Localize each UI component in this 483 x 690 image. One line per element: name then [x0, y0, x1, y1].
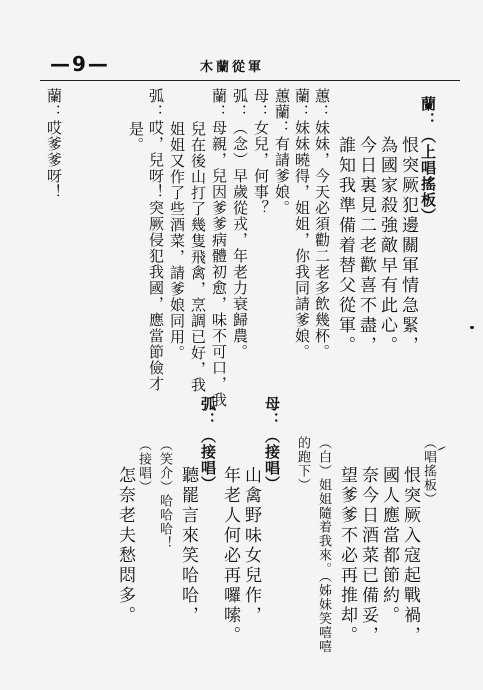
- text-column: 聽罷言來笑哈哈，: [178, 466, 198, 626]
- text-column: （接唱）: [136, 438, 151, 494]
- text-column: 弧：（接唱）: [199, 396, 217, 492]
- text-column: 恨突厥犯邊關軍情急緊，: [398, 136, 418, 356]
- text-column: （唱搖板）: [421, 436, 436, 506]
- vertical-text-body: [40, 86, 460, 676]
- text-column: 蘭：妹妹曉得，姐姐，你我同請爹娘。: [293, 88, 311, 360]
- page-header: [40, 52, 460, 78]
- text-column: 恨突厥入寇起戰禍，: [400, 466, 420, 646]
- text-column: 山禽野味女兒作，: [241, 466, 261, 626]
- text-column: 怎奈老夫愁悶多。: [115, 466, 135, 626]
- text-column: 望爹爹不必再推却。: [337, 466, 357, 646]
- text-column: 蕙蘭：有請爹娘。: [273, 88, 291, 216]
- text-column: 姐姐又作了些酒菜，請爹娘同用。: [168, 121, 186, 361]
- text-column: 蕙：妹妹，今天必須勸二老多飲幾杯。: [313, 88, 331, 360]
- text-column: （笑介）哈哈哈！: [157, 438, 172, 550]
- text-column: 蘭：（上唱搖板）: [419, 96, 437, 224]
- text-column: 母：女兒，何事？: [252, 88, 270, 216]
- text-column: 的跑下）: [295, 436, 310, 492]
- page-number: —9—: [50, 52, 110, 76]
- text-column: 奈今日酒菜已備妥，: [358, 466, 378, 646]
- text-column: （白）姐姐隨着我來。（姊妹笑嘻嘻: [316, 436, 331, 654]
- header-rule: [40, 80, 460, 81]
- text-column: 兒在後山打了幾隻飛禽，烹調已好，我: [189, 121, 207, 393]
- text-column: 今日裏見二老歡喜不盡，: [356, 136, 376, 356]
- text-column: 蘭：母親，兒因爹爹病體初愈，味不可口，我: [210, 88, 228, 408]
- text-column: 蘭：哎爹爹呀！: [45, 88, 63, 200]
- text-column: 是。: [127, 121, 145, 153]
- text-column: 弧：哎，兒呀！突厥侵犯我國，應當節儉才: [147, 88, 165, 392]
- text-column: 誰知我準備着替父從軍。: [335, 136, 355, 356]
- text-column: 年老人何必再囉嗦。: [220, 466, 240, 646]
- text-column: 為國家殺強敵早有此心。: [377, 136, 397, 356]
- print-speck: [470, 326, 474, 329]
- running-title: 木蘭從軍: [200, 60, 265, 75]
- text-column: 弧：（念）早歲從戎，年老力衰歸農。: [231, 88, 249, 360]
- text-column: 母：（接唱）: [263, 396, 281, 492]
- text-column: 國人應當都節約。: [379, 466, 399, 626]
